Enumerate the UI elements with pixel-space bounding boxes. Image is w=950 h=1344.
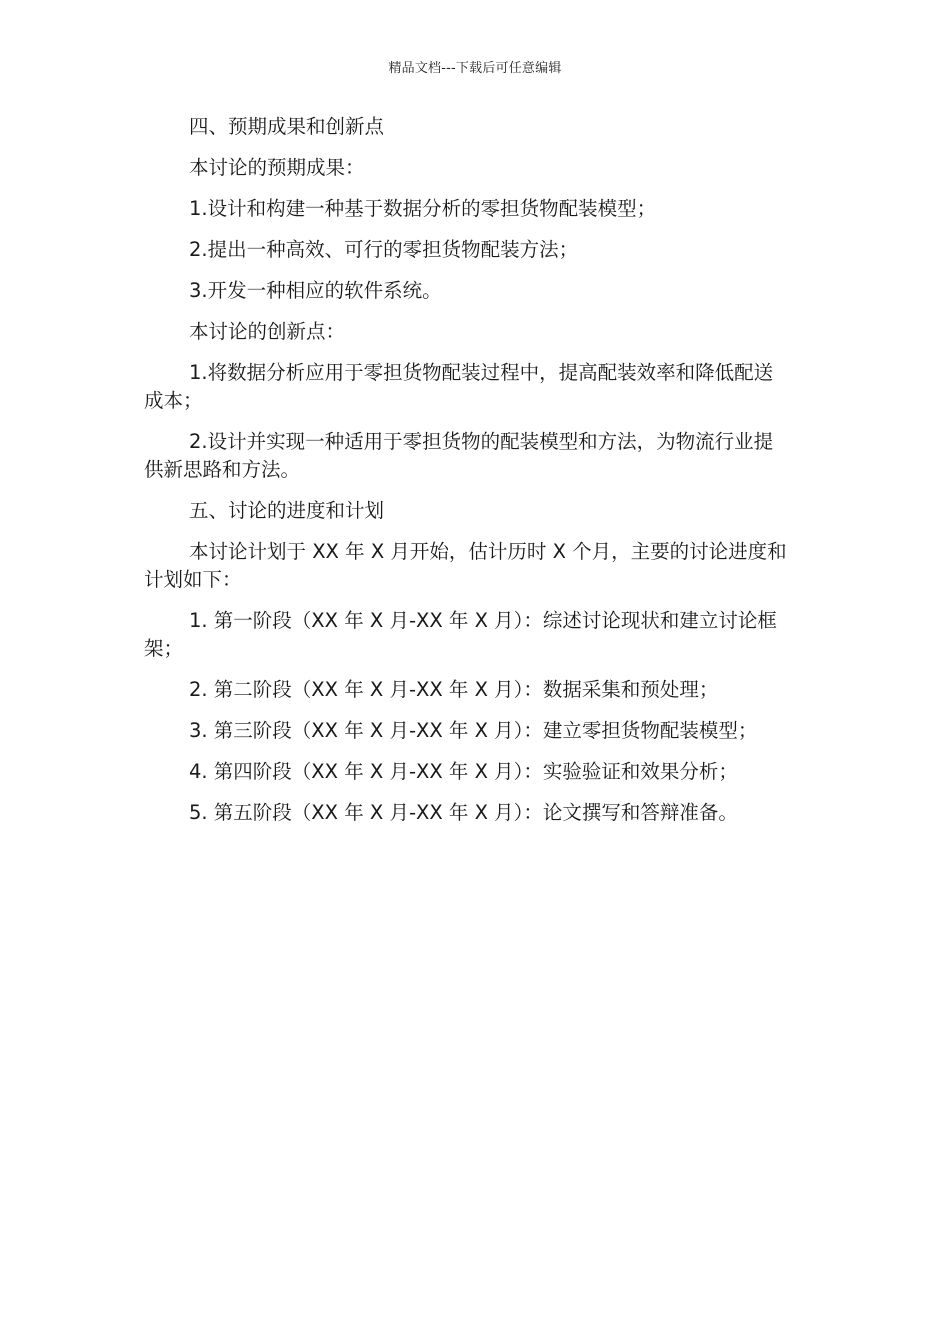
stage-item-1: 1. 第一阶段（XX 年 X 月-XX 年 X 月）：综述讨论现状和建立讨论框架； bbox=[144, 609, 777, 660]
innovations-intro: 本讨论的创新点： bbox=[189, 320, 346, 343]
stage-item-3: 3. 第三阶段（XX 年 X 月-XX 年 X 月）：建立零担货物配装模型； bbox=[189, 719, 758, 742]
outcome-item-3: 3.开发一种相应的软件系统。 bbox=[189, 279, 442, 302]
stage-item-4: 4. 第四阶段（XX 年 X 月-XX 年 X 月）：实验验证和效果分析； bbox=[189, 760, 738, 783]
innovation-item-2: 2.设计并实现一种适用于零担货物的配装模型和方法，为物流行业提供新思路和方法。 bbox=[144, 430, 774, 481]
stage-item-5: 5. 第五阶段（XX 年 X 月-XX 年 X 月）：论文撰写和答辩准备。 bbox=[189, 801, 738, 824]
plan-intro: 本讨论计划于 XX 年 X 月开始，估计历时 X 个月，主要的讨论进度和计划如下： bbox=[144, 540, 787, 591]
innovation-item-1: 1.将数据分析应用于零担货物配装过程中，提高配装效率和降低配送成本； bbox=[144, 361, 774, 412]
section-heading-5: 五、讨论的进度和计划 bbox=[189, 499, 385, 522]
outcomes-intro: 本讨论的预期成果： bbox=[189, 156, 365, 179]
section-heading-4: 四、预期成果和创新点 bbox=[189, 115, 385, 138]
outcome-item-1: 1.设计和构建一种基于数据分析的零担货物配装模型； bbox=[189, 197, 657, 220]
page-header: 精品文档---下载后可任意编辑 bbox=[388, 61, 562, 76]
document-body bbox=[144, 113, 792, 840]
stage-item-2: 2. 第二阶段（XX 年 X 月-XX 年 X 月）：数据采集和预处理； bbox=[189, 678, 719, 701]
outcome-item-2: 2.提出一种高效、可行的零担货物配装方法； bbox=[189, 238, 579, 261]
